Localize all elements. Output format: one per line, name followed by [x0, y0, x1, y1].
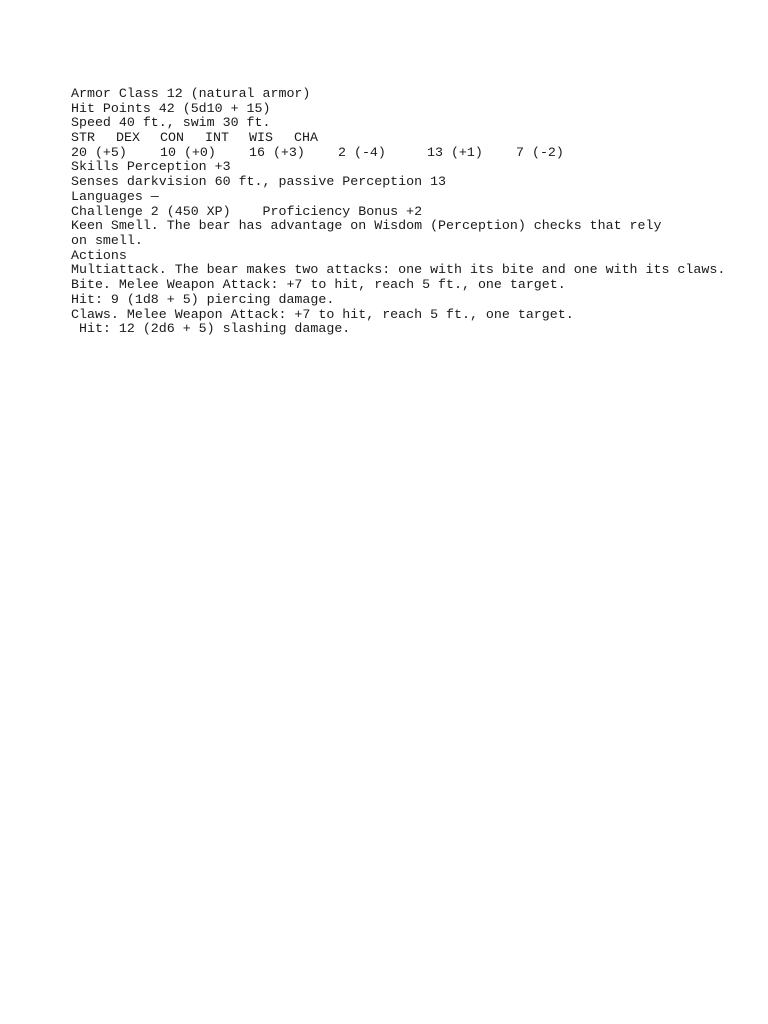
ability-header-str: STR — [71, 130, 95, 146]
claws-action: Claws. Melee Weapon Attack: +7 to hit, reach 5 ft., one target. — [71, 306, 574, 322]
stat-block — [71, 87, 761, 337]
languages-line: Languages — — [71, 188, 159, 204]
speed-line: Speed 40 ft., swim 30 ft. — [71, 115, 271, 131]
skills-line: Skills Perception +3 — [71, 159, 231, 175]
challenge-line: Challenge 2 (450 XP) Proficiency Bonus +2 — [71, 203, 423, 219]
ability-value-cha: 7 (-2) — [516, 144, 564, 160]
ability-header-wis: WIS — [249, 130, 273, 146]
ability-value-dex: 10 (+0) — [160, 144, 216, 160]
ability-header-cha: CHA — [294, 130, 318, 146]
ability-value-wis: 13 (+1) — [427, 144, 483, 160]
ability-value-con: 16 (+3) — [249, 144, 305, 160]
bite-action: Bite. Melee Weapon Attack: +7 to hit, reach 5 ft., one target. — [71, 277, 566, 293]
ability-value-int: 2 (-4) — [338, 144, 386, 160]
ability-header-con: CON — [160, 130, 184, 146]
keen-smell-trait: Keen Smell. The bear has advantage on Wisdom (Perception) checks that rely on smell. — [71, 218, 670, 248]
senses-line: Senses darkvision 60 ft., passive Perception 13 — [71, 174, 447, 190]
armor-class-line: Armor Class 12 (natural armor) — [71, 86, 311, 101]
ability-headers-row — [71, 131, 761, 146]
hit-points-line: Hit Points 42 (5d10 + 15) — [71, 100, 271, 116]
claws-hit-line: Hit: 12 (2d6 + 5) slashing damage. — [71, 321, 351, 337]
multiattack-action: Multiattack. The bear makes two attacks: one with its bite and one with its claws. — [71, 262, 726, 278]
bite-hit-line: Hit: 9 (1d8 + 5) piercing damage. — [71, 291, 335, 307]
ability-header-int: INT — [205, 130, 229, 146]
ability-value-str: 20 (+5) — [71, 144, 127, 160]
actions-heading: Actions — [71, 247, 127, 263]
ability-header-dex: DEX — [116, 130, 140, 146]
ability-values-row — [71, 146, 761, 161]
